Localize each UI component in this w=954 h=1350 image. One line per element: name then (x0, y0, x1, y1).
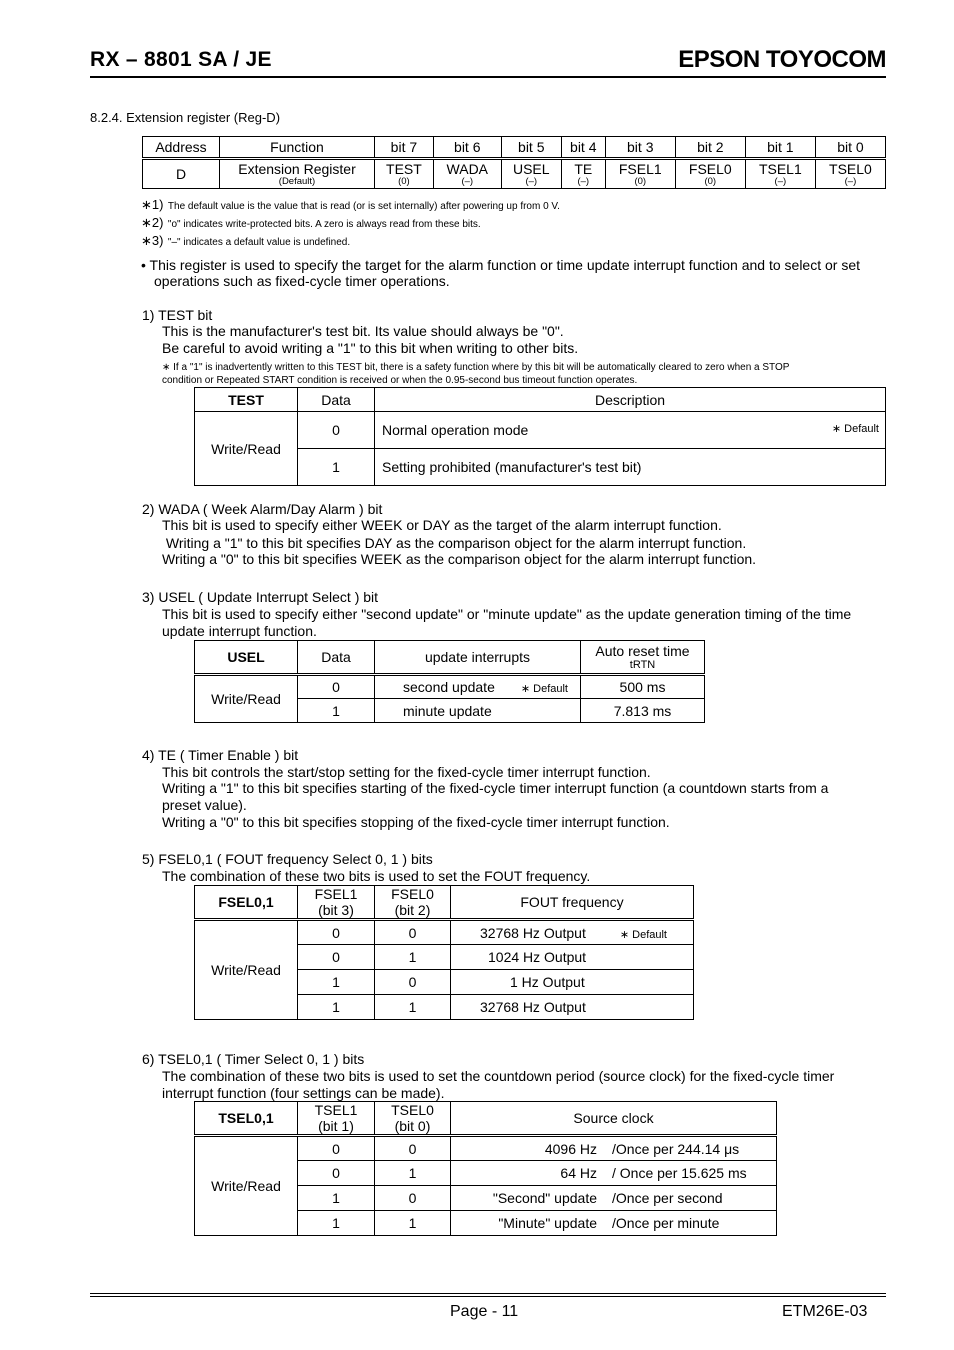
usel-row-time: 500 ms (581, 675, 705, 699)
fsel-row-out: 1024 Hz Output (451, 945, 694, 970)
tsel-row-b0: 0 (375, 1186, 451, 1211)
note-2: ∗2) "o" indicates write-protected bits. A zero is always read from these bits. (141, 215, 481, 230)
reg-h-bit1: bit 1 (745, 137, 815, 159)
reg-bit3: FSEL1 (0) (605, 159, 675, 189)
tsel-row-period: /Once per minute (605, 1211, 777, 1236)
default-marker: ∗ Default (520, 683, 568, 695)
usel-table (194, 640, 705, 723)
tsel-row-b1: 1 (298, 1186, 375, 1211)
reg-h-bit4: bit 4 (561, 137, 605, 159)
section-title: 8.2.4. Extension register (Reg-D) (90, 110, 281, 125)
fsel-row-b1: 0 (298, 945, 375, 970)
tsel-h-src: Source clock (451, 1102, 777, 1136)
tsel-row-clk: 4096 Hz (451, 1136, 606, 1161)
tsel-h-name: TSEL0,1 (195, 1102, 298, 1136)
reg-h-bit0: bit 0 (815, 137, 885, 159)
fsel-row-b1: 0 (298, 920, 375, 945)
s5-title: 5) FSEL0,1 ( FOUT frequency Select 0, 1 ) bits (142, 851, 433, 867)
s6-line2: interrupt function (four settings can be made). (162, 1085, 445, 1101)
tsel-h-b1: TSEL1 (bit 1) (298, 1102, 375, 1136)
reg-function: Extension Register (Default) (220, 159, 375, 189)
reg-address: D (143, 159, 220, 189)
test-h-desc: Description (375, 388, 886, 412)
reg-bit2: FSEL0 (0) (675, 159, 745, 189)
reg-bit6: WADA (–) (433, 159, 501, 189)
default-marker: ∗ Default (619, 928, 667, 941)
usel-row-int: second update ∗ Default (375, 675, 581, 699)
s3-line1: This bit is used to specify either "second update" or "minute update" as the update generation timing of the time (162, 606, 852, 622)
s2-title: 2) WADA ( Week Alarm/Day Alarm ) bit (142, 501, 383, 517)
s4-line1: This bit controls the start/stop setting for the fixed-cycle timer interrupt function. (162, 764, 651, 780)
fsel-row-out: 32768 Hz Output (451, 995, 694, 1020)
reg-bit5: USEL (–) (501, 159, 561, 189)
test-mode: Write/Read (195, 412, 298, 486)
tsel-row-period: /Once per second (605, 1186, 777, 1211)
s1-line1: This is the manufacturer's test bit. Its value should always be "0". (162, 323, 564, 339)
reg-h-address: Address (143, 137, 220, 159)
s3-line2: update interrupt function. (162, 623, 317, 639)
test-table (194, 387, 886, 486)
test-h-data: Data (298, 388, 375, 412)
fsel-h-b0: FSEL0 (bit 2) (375, 886, 451, 920)
register-table (142, 136, 886, 189)
test-row-data: 1 (298, 449, 375, 486)
reg-h-bit2: bit 2 (675, 137, 745, 159)
s4-line2: Writing a "1" to this bit specifies starting of the fixed-cycle timer interrupt function (a countdown starts from a (162, 780, 829, 796)
s4-line4: Writing a "0" to this bit specifies stopping of the fixed-cycle timer interrupt function. (162, 814, 670, 830)
s4-line3: preset value). (162, 797, 247, 813)
bullet-text-cont: operations such as fixed-cycle timer operations. (154, 273, 450, 289)
fsel-row-b1: 1 (298, 995, 375, 1020)
tsel-row-b0: 1 (375, 1211, 451, 1236)
s2-line2: Writing a "1" to this bit specifies DAY as the comparison object for the alarm interrupt function. (162, 535, 747, 551)
s1-line2: Be careful to avoid writing a "1" to this bit when writing to other bits. (162, 340, 579, 356)
fsel-h-name: FSEL0,1 (195, 886, 298, 920)
header-rule (90, 76, 886, 78)
usel-row-data: 0 (298, 675, 375, 699)
fsel-row-b0: 0 (375, 970, 451, 995)
part-number: RX – 8801 SA / JE (90, 48, 272, 71)
s2-line3: Writing a "0" to this bit specifies WEEK as the comparison object for the alarm interrupt function. (162, 551, 757, 567)
reg-h-bit7: bit 7 (375, 137, 434, 159)
test-row-desc: Normal operation mode ∗ Default (375, 412, 886, 449)
reg-bit0: TSEL0 (–) (815, 159, 885, 189)
tsel-row-b0: 1 (375, 1161, 451, 1186)
tsel-row-b1: 0 (298, 1136, 375, 1161)
reg-bit1: TSEL1 (–) (745, 159, 815, 189)
test-h-name: TEST (195, 388, 298, 412)
footer-rule-bottom (90, 1296, 886, 1297)
usel-row-int: minute update (375, 699, 581, 723)
note-1: ∗1) The default value is the value that is read (or is set internally) after powering up from 0 V. (141, 197, 560, 212)
s3-title: 3) USEL ( Update Interrupt Select ) bit (142, 589, 379, 605)
tsel-mode: Write/Read (195, 1136, 298, 1236)
fsel-row-out: 32768 Hz Output ∗ Default (451, 920, 694, 945)
s4-title: 4) TE ( Timer Enable ) bit (142, 747, 299, 763)
fsel-row-b0: 0 (375, 920, 451, 945)
test-row-data: 0 (298, 412, 375, 449)
tsel-table (194, 1101, 777, 1236)
tsel-row-period: / Once per 15.625 ms (605, 1161, 777, 1186)
tsel-row-b1: 0 (298, 1161, 375, 1186)
s5-line1: The combination of these two bits is used to set the FOUT frequency. (162, 868, 591, 884)
tsel-row-b0: 0 (375, 1136, 451, 1161)
page-number: Page - 11 (450, 1303, 519, 1320)
fsel-table (194, 885, 694, 1020)
reg-h-bit3: bit 3 (605, 137, 675, 159)
usel-h-auto: Auto reset time tRTN (581, 641, 705, 675)
reg-bit4: TE (–) (561, 159, 605, 189)
brand-logo: EPSON TOYOCOM (678, 46, 886, 73)
s1-note1: ∗ If a "1" is inadvertently written to this TEST bit, there is a safety function where by this bit will be automatically cleared to zero when a STOP (162, 362, 790, 373)
reg-bit7: TEST (0) (375, 159, 434, 189)
bullet-text: • This register is used to specify the target for the alarm function or time update interrupt function and to select or set (141, 257, 861, 273)
usel-row-data: 1 (298, 699, 375, 723)
tsel-row-clk: 64 Hz (451, 1161, 606, 1186)
s6-line1: The combination of these two bits is used to set the countdown period (source clock) for the fixed-cycle timer (162, 1068, 835, 1084)
fsel-mode: Write/Read (195, 920, 298, 1020)
tsel-row-clk: "Second" update (451, 1186, 606, 1211)
s6-title: 6) TSEL0,1 ( Timer Select 0, 1 ) bits (142, 1051, 365, 1067)
note-3: ∗3) "–" indicates a default value is undefined. (141, 233, 351, 248)
tsel-row-period: /Once per 244.14 μs (605, 1136, 777, 1161)
fsel-row-b1: 1 (298, 970, 375, 995)
usel-mode: Write/Read (195, 675, 298, 723)
fsel-row-b0: 1 (375, 945, 451, 970)
s1-note2: condition or Repeated START condition is received or when the 0.95-second bus timeout function operates. (162, 375, 638, 386)
usel-h-int: update interrupts (375, 641, 581, 675)
reg-h-function: Function (220, 137, 375, 159)
fsel-row-b0: 1 (375, 995, 451, 1020)
usel-h-name: USEL (195, 641, 298, 675)
reg-h-bit5: bit 5 (501, 137, 561, 159)
default-marker: ∗ Default (831, 423, 879, 435)
fsel-h-out: FOUT frequency (451, 886, 694, 920)
tsel-row-clk: "Minute" update (451, 1211, 606, 1236)
footer-rule-top (90, 1293, 886, 1294)
test-row-desc: Setting prohibited (manufacturer's test bit) (375, 449, 886, 486)
usel-h-data: Data (298, 641, 375, 675)
reg-h-bit6: bit 6 (433, 137, 501, 159)
tsel-row-b1: 1 (298, 1211, 375, 1236)
tsel-h-b0: TSEL0 (bit 0) (375, 1102, 451, 1136)
doc-number: ETM26E-03 (782, 1303, 868, 1320)
usel-row-time: 7.813 ms (581, 699, 705, 723)
s1-title: 1) TEST bit (142, 307, 213, 323)
fsel-h-b1: FSEL1 (bit 3) (298, 886, 375, 920)
fsel-row-out: 1 Hz Output (451, 970, 694, 995)
s2-line1: This bit is used to specify either WEEK or DAY as the target of the alarm interrupt function. (162, 517, 722, 533)
